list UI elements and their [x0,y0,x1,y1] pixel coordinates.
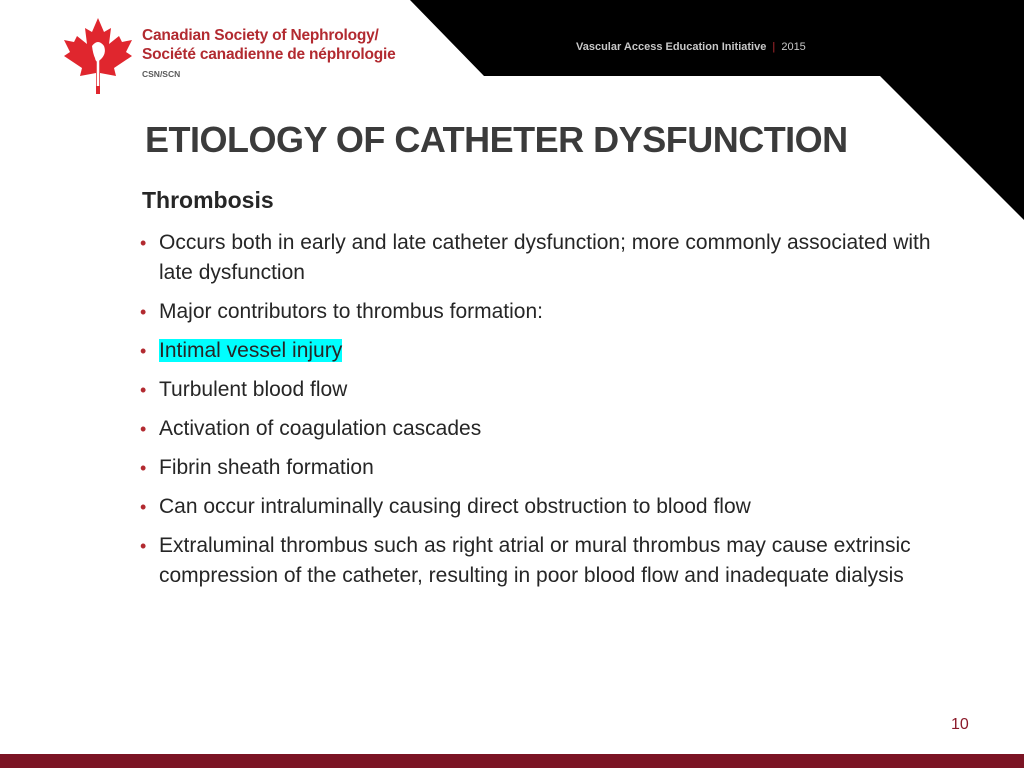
bullet-item [140,375,940,405]
bullet-icon: • [140,458,147,478]
org-name-french: Société canadienne de néphrologie [142,46,396,63]
bullet-icon: • [140,536,147,556]
bullet-text: Turbulent blood flow [159,378,348,401]
header-separator: | [772,41,776,53]
bullet-text: Extraluminal thrombus such as right atrial or mural thrombus may cause extrinsic compression of the catheter, resulting in poor blood flow and inadequate dialysis [159,534,911,587]
bullet-text-highlighted: Intimal vessel injury [159,339,343,362]
bullet-icon: • [140,419,147,439]
bullet-item [140,531,940,591]
bullet-text: Fibrin sheath formation [159,456,374,479]
header-initiative [576,41,806,53]
org-abbreviation: CSN/SCN [142,69,181,79]
header-year: 2015 [781,41,806,53]
initiative-label: Vascular Access Education Initiative [576,41,767,53]
bullet-item [140,492,940,522]
org-name-english: Canadian Society of Nephrology/ [142,27,379,44]
bullet-icon: • [140,233,147,253]
bullet-text: Activation of coagulation cascades [159,417,482,440]
bullet-list [140,228,940,600]
bullet-item [140,453,940,483]
bullet-icon: • [140,497,147,517]
csn-logo [62,16,422,98]
bullet-icon: • [140,302,147,322]
bullet-item [140,297,940,327]
bullet-icon: • [140,380,147,400]
page-number: 10 [951,716,969,733]
bullet-item [140,414,940,444]
bullet-item [140,336,940,366]
slide-title: ETIOLOGY OF CATHETER DYSFUNCTION [145,119,848,160]
bullet-text: Can occur intraluminally causing direct obstruction to blood flow [159,495,751,518]
bullet-icon: • [140,341,147,361]
bullet-text: Major contributors to thrombus formation: [159,300,543,323]
footer-bar [0,754,1024,768]
bullet-text: Occurs both in early and late catheter dysfunction; more commonly associated with late dysfunction [159,231,931,284]
maple-leaf-icon [62,16,134,98]
bullet-item [140,228,940,288]
section-heading: Thrombosis [142,187,274,213]
